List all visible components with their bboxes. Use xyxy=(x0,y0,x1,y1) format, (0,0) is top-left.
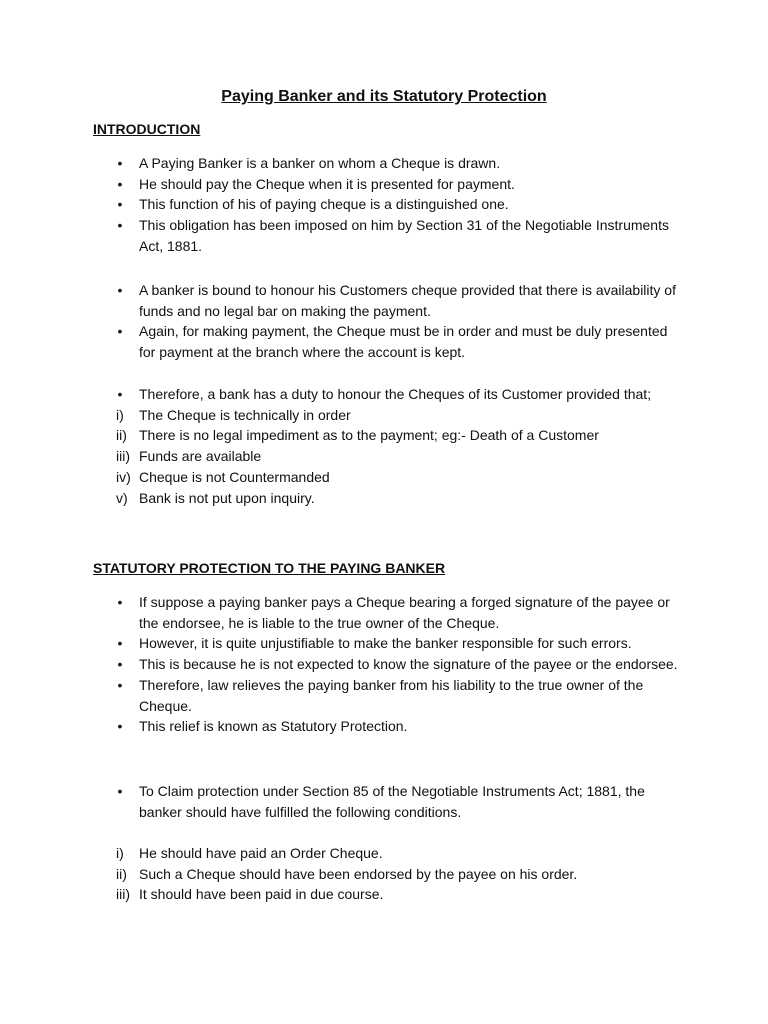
list-item-text: To Claim protection under Section 85 of the Negotiable Instruments Act; 1881, the banker should have fulfilled the following conditions. xyxy=(139,783,645,820)
list-item xyxy=(0,884,768,905)
list-item xyxy=(0,446,768,467)
list-item-text: Such a Cheque should have been endorsed by the payee on his order. xyxy=(139,865,578,882)
list-item-text: There is no legal impediment as to the payment; eg:- Death of a Customer xyxy=(139,427,599,444)
list-item xyxy=(0,781,768,822)
list-item-text: He should have paid an Order Cheque. xyxy=(139,845,383,861)
list-item xyxy=(0,153,768,174)
bullet-marker: • xyxy=(117,783,123,799)
list-item xyxy=(0,488,768,509)
list-item xyxy=(0,864,768,885)
bullet-marker: • xyxy=(117,155,123,171)
list-item-text: Again, for making payment, the Cheque must be in order and must be duly presented for payment at the branch where the account is kept. xyxy=(139,323,668,361)
list-item xyxy=(0,633,768,654)
list-item xyxy=(0,384,768,405)
list-item-text: If suppose a paying banker pays a Cheque bearing a forged signature of the payee or the endorsee, he is liable to the true owner of the Cheque. xyxy=(139,594,670,631)
list-item-text: Bank is not put upon inquiry. xyxy=(139,489,315,506)
bullet-marker: • xyxy=(117,386,123,402)
bullet-marker: • xyxy=(117,656,123,673)
introduction-list-1 xyxy=(0,153,768,257)
section-heading-statutory-protection: STATUTORY PROTECTION TO THE PAYING BANKER xyxy=(93,560,446,576)
bullet-marker: • xyxy=(117,282,123,298)
list-item-text: This obligation has been imposed on him by Section 31 of the Negotiable Instruments Act, 1881. xyxy=(139,217,669,254)
list-item-text: A banker is bound to honour his Customers cheque provided that there is availability of funds and no legal bar on making the payment. xyxy=(139,282,676,319)
list-item xyxy=(0,405,768,426)
list-item-text: It should have been paid in due course. xyxy=(139,886,384,903)
bullet-marker: • xyxy=(117,718,123,735)
list-item xyxy=(0,592,768,633)
statutory-list-2 xyxy=(0,781,768,822)
bullet-marker: • xyxy=(117,594,123,610)
list-item xyxy=(0,716,768,737)
roman-numeral-marker: v) xyxy=(116,489,128,506)
list-item-text: Therefore, a bank has a duty to honour the Cheques of its Customer provided that; xyxy=(139,386,652,402)
roman-numeral-marker: iv) xyxy=(116,468,131,485)
list-item xyxy=(0,675,768,716)
list-item xyxy=(0,194,768,215)
bullet-marker: • xyxy=(117,196,123,213)
roman-numeral-marker: i) xyxy=(116,406,124,423)
section-heading-introduction: INTRODUCTION xyxy=(93,121,201,137)
list-item xyxy=(0,215,768,256)
roman-numeral-marker: iii) xyxy=(116,448,130,465)
list-item-text: Funds are available xyxy=(139,448,262,465)
list-item-text: This is because he is not expected to know the signature of the payee or the endorsee. xyxy=(139,656,678,673)
roman-numeral-marker: i) xyxy=(116,845,124,861)
list-item-text: This relief is known as Statutory Protection. xyxy=(139,718,408,735)
list-item-text: Cheque is not Countermanded xyxy=(139,468,330,485)
roman-numeral-marker: ii) xyxy=(116,865,127,882)
list-item-text: This function of his of paying cheque is a distinguished one. xyxy=(139,196,509,213)
list-item xyxy=(0,425,768,446)
list-item xyxy=(0,843,768,864)
introduction-list-2 xyxy=(0,280,768,363)
introduction-list-3 xyxy=(0,384,768,508)
list-item-text: He should pay the Cheque when it is presented for payment. xyxy=(139,175,515,192)
document-title: Paying Banker and its Statutory Protection xyxy=(221,88,547,105)
bullet-marker: • xyxy=(117,676,123,693)
bullet-marker: • xyxy=(117,635,123,652)
statutory-list-1 xyxy=(0,592,768,737)
roman-numeral-marker: iii) xyxy=(116,886,130,903)
bullet-marker: • xyxy=(117,175,123,192)
list-item xyxy=(0,280,768,321)
list-item xyxy=(0,467,768,488)
list-item xyxy=(0,654,768,675)
list-item-text: However, it is quite unjustifiable to make the banker responsible for such errors. xyxy=(139,635,632,652)
bullet-marker: • xyxy=(117,217,123,234)
statutory-conditions-list xyxy=(0,843,768,905)
list-item xyxy=(0,174,768,195)
list-item-text: The Cheque is technically in order xyxy=(139,406,351,423)
list-item-text: Therefore, law relieves the paying banker from his liability to the true owner of the Cheque. xyxy=(139,676,644,714)
list-item-text: A Paying Banker is a banker on whom a Cheque is drawn. xyxy=(139,155,501,171)
list-item xyxy=(0,321,768,362)
bullet-marker: • xyxy=(117,323,123,340)
roman-numeral-marker: ii) xyxy=(116,427,127,444)
